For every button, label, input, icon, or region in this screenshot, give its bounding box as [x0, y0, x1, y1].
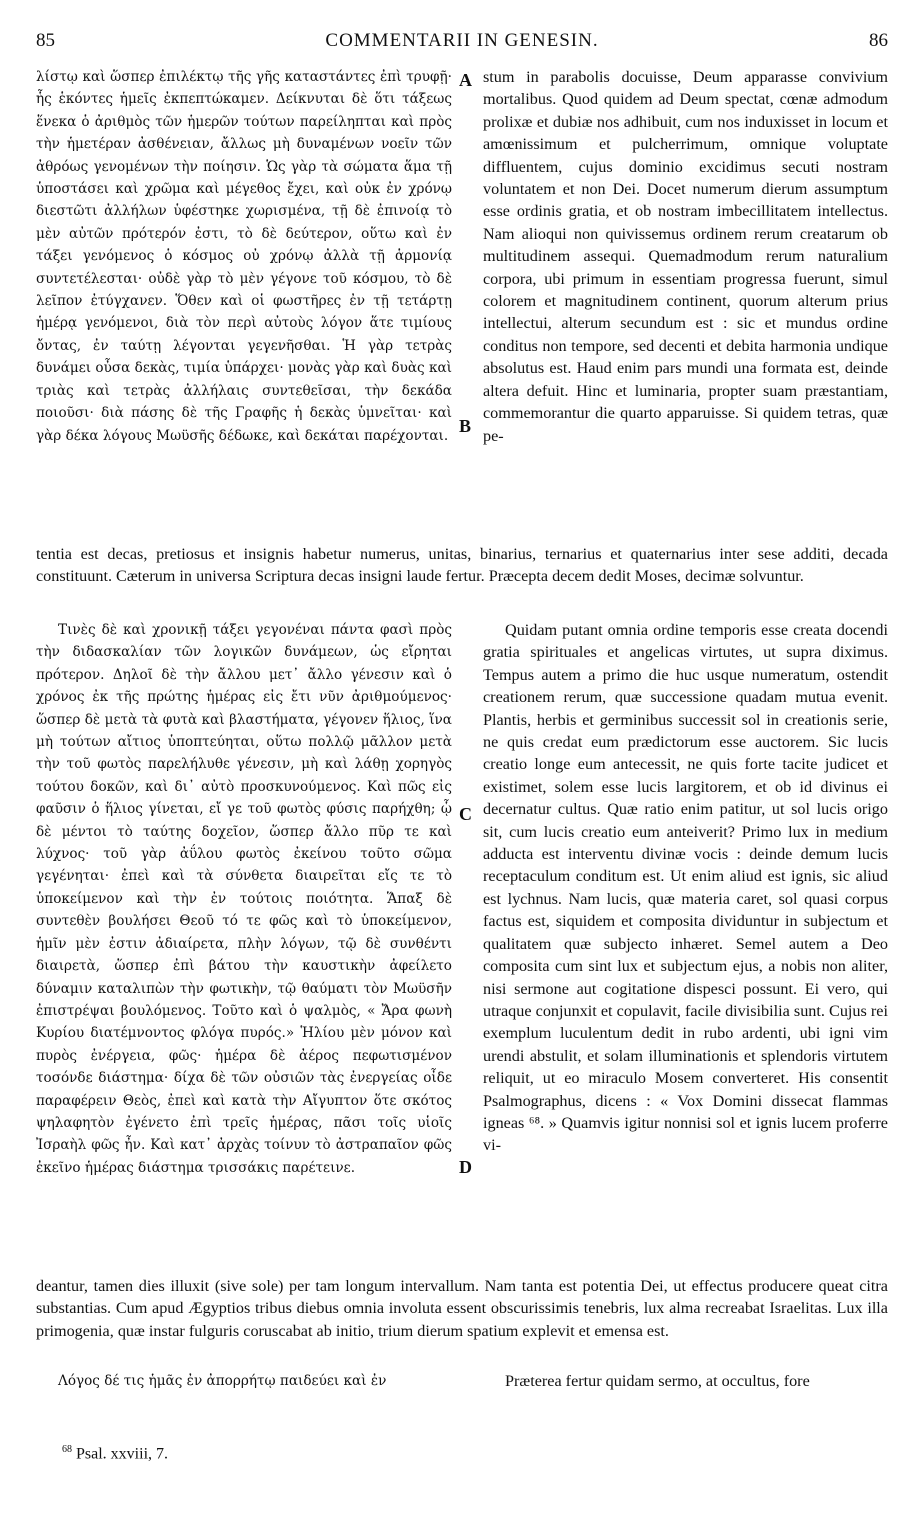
running-header	[36, 30, 888, 60]
latin-fullwidth-paragraph-1: tentia est decas, pretiosus et insignis habetur numerus, unitas, binarius, ternarius et quaternarius inter sese additi, decada constituunt. Cæterum in universa Scriptura decas insigni laude fertur. Præcepta decem dedit Moses, decimæ solvuntur.	[36, 545, 888, 586]
greek-column-2	[36, 619, 452, 1274]
latin-paragraph-2: Quidam putant omnia ordine temporis esse creata docendi gratia spirituales et angelicas virtutes, ut supra diximus. Tempus autem a primo die huc usque numeratum, ostendit creationem rerum, quæ successione quadam mutua evenit. Plantis, herbis et germinibus successit sol in creationis serie, ne quis credat eum prædictorum esse auctorem. Sic lucis creatio longe eum antecessit, ne quis forte tacite judicet et existimet, solem esse lucis largitorem, et ob id divinus ei decernatur cultus. Quæ ratio enim patitur, ut sol lucis origo sit, cum lucis creatio eum anteiverit? Primo lux in medium adducta est interventu divinæ vocis : deinde demum lucis receptaculum conditum est. Ut enim aliud est ignis, sic aliud est lychnus. Nam lucis, quæ materia caret, sol quasi corpus factus est, siquidem et composita dividuntur in subjectum et qualitatem quæ subjecto inhæret. Semel autem a Deo composita cum sint lux et subjectum ejus, a nobis non aliter, nisi sermone aut cogitatione dispesci possunt. Ei vero, qui utraque conjunxit et copulavit, facile divisibilia sunt. Cujus rei exemplum luculentum dedit in rubo ardenti, ubi igni vim urendi abstulit, et solam illuminationis et splendoris virtutem reliquit, ut eo miraculo Mosem converteret. His consentit Psalmographus, dicens : « Vox Domini dissecat flammas igneas ⁶⁸. » Quamvis igitur nonnisi sol et ignis lucem proferre vi-	[483, 621, 888, 1155]
running-title: COMMENTARII IN GENESIN.	[325, 30, 599, 51]
greek-paragraph-3: Λόγος δέ τις ἡμᾶς ἐν ἀπορρήτῳ παιδεύει καὶ ἐν	[58, 1373, 387, 1389]
latin-fullwidth-paragraph-2: deantur, tamen dies illuxit (sive sole) per tam longum intervallum. Nam tanta est potentia Dei, ut effectus producere queat citra substantias. Cum apud Ægyptios tribus diebus omnia involuta essent obscurissimis tenebris, lux alma recreabat Israelitas. Lux illa primogenia, quæ instar fulguris coruscabat ab initio, trium dierum spatium explevit et emensa est.	[36, 1277, 888, 1340]
greek-column-3	[36, 1370, 452, 1394]
greek-paragraph-2: Τινὲς δὲ καὶ χρονικῇ τάξει γεγονέναι πάντα φασὶ πρὸς τὴν διδασκαλίαν τῶν λογικῶν δυνάμεων, ὡς εἴρηται πρότερον. Δηλοῖ δὲ τὴν ἄλλου μετ᾽ ἄλλο γένεσιν καὶ ὁ χρόνος ἐκ τῆς πρώτης ἡμέρας εἰς ἔτι νῦν ἀριθμούμενος· ὥσπερ δὲ μετὰ τὰ φυτὰ καὶ βλαστήματα, γέγονεν ἥλιος, ἵνα μὴ τούτων αἴτιος ὑποπτεύηται, οὕτω πολλῷ μᾶλλον μετὰ τὴν τοῦ φωτὸς παρελήλυθε γένεσιν, μὴ καὶ λάθῃ χορηγὸς τούτου δοκῶν, καὶ δι᾽ αὐτὸ προσκυνούμενος. Καὶ πῶς εἰς φαῦσιν ὁ ἥλιος γίνεται, εἴ γε τοῦ φωτὸς φύσις παρήχθη; ᾧ δὲ μέντοι τὸ ταύτης δοχεῖον, ὥσπερ ἄλλο πῦρ τε καὶ λύχνος· τοῦ γὰρ ἀΰλου φωτὸς ἐκείνου τοῦτο σῶμα γεγένηται· ἐπεὶ καὶ τὰ σύνθετα διαιρεῖται εἴς τε τὸ ὑποκείμενον καὶ τὴν ἐν τούτοις ποιότητα. Ἅπαξ δὲ συντεθὲν βουλήσει Θεοῦ τό τε φῶς καὶ τὸ ὑποκείμενον, ἡμῖν μὲν ἐστιν ἀδιαίρετα, πλὴν λόγων, τῷ δὲ συνθέντι διαιρετὰ, ὥσπερ ἐπὶ βάτου τὴν καυστικὴν ἀφείλετο δύναμιν καταλιπὼν τὴν φωτικὴν, τῷ θαύματι τὸν Μωϋσῆν ἐπιστρέψαι βουλόμενος. Τοῦτο καὶ ὁ ψαλμὸς, « Ἄρα φωνὴ Κυρίου διατέμνοντος φλόγα πυρός.» Ἡλίου μὲν μόνον καὶ πυρὸς ἐνέργεια, φῶς· ἡμέρα δὲ ἀέρος πεφωτισμένον τοσόνδε διάστημα· δίχα δὲ τῶν οὐσιῶν τὰς ἐνεργείας οἶδε παραφέρειν Θεὸς, ἐπεὶ καὶ κατὰ τὴν Αἴγυπτον ὅτε σκότος ψηλαφητὸν ἐγένετο ἐπὶ τρεῖς ἡμέρας, πᾶσι τοῖς υἱοῖς Ἰσραὴλ φῶς ἦν. Καὶ κατ᾽ ἀρχὰς τοίνυν τὸ ἀστραπαῖον φῶς ἐκεῖνο ἡμέρας διάστημα τρισσάκις παρέτεινε.	[36, 622, 452, 1176]
margin-marker-a: A	[459, 70, 472, 90]
footnote-number: 68	[62, 1444, 72, 1455]
latin-fullwidth-1	[36, 543, 888, 613]
latin-column-1	[483, 66, 888, 542]
latin-paragraph-1: stum in parabolis docuisse, Deum apparasse convivium mortalibus. Quod quidem ad Deum spectat, cœnæ admodum prolixæ et dubiæ nos adhibuit, cum nos induxisset in locum et amœnissimum et pulcherrimum, omnique voluptate diffluentem, cujus dominio excidimus secuti nostram voluntatem et non Dei. Docet numerum dierum assumptum esse ordinis gratia, et ob nostram imbecillitatem intellectus. Nam alioqui non quivissemus ordinem rerum creatarum ob multitudinem assequi. Quemadmodum rerum naturalium corpora, ubi primum in essentiam progressa fuerunt, simul colorem et magnitudinem continent, quorum alterum prius intellectui, alterum secundum est : sic et mundus ordine conditus non tempore, sed decenti et debita harmonia undique absolutus est. Haud enim pars mundi una formata est, deinde altera defuit. Hinc et luminaria, propter suam præstantiam, commemorantur die quarto apparuisse. Si quidem tetras, quæ pe-	[483, 68, 888, 445]
footnote-text: Psal. xxviii, 7.	[76, 1445, 169, 1463]
page-number-right: 86	[869, 30, 888, 51]
greek-column-1	[36, 66, 452, 542]
footnote	[62, 1444, 168, 1463]
margin-marker-c: C	[459, 804, 472, 824]
page-number-left: 85	[36, 30, 55, 51]
latin-column-3	[483, 1370, 888, 1394]
greek-paragraph-1: λίστῳ καὶ ὥσπερ ἐπιλέκτῳ τῆς γῆς καταστάντες ἐπὶ τρυφῇ· ἧς ἑκόντες ἡμεῖς ἐκπεπτώκαμεν. Δείκνυται δὲ ὅτι τάξεως ἕνεκα ὁ ἀριθμὸς τῶν ἡμερῶν τούτων παρείληπται καὶ πρὸς τὴν ἡμετέραν ἀσθένειαν, ἄλλως μὴ δυναμένων νοεῖν τῶν ἀθρόως γενομένων τὴν ποίησιν. Ὡς γὰρ τὰ σώματα ἅμα τῇ ὑποστάσει καὶ χρῶμα καὶ μέγεθος ἔχει, καὶ οὐκ ἐν χρόνῳ διεστῶτι ἀλλήλων ὑφέστηκε χωρισμένα, τῇ δὲ ἐπινοίᾳ τὸ μὲν αὐτῶν πρότερόν ἐστι, τὸ δὲ δεύτερον, οὕτω καὶ ἐν τάξει γενόμενος ὁ κόσμος οὐ χρόνῳ ἀλλὰ τῇ ἁρμονίᾳ συντετέλεσται· οὐδὲ γὰρ τὸ μὲν γέγονε τοῦ κόσμου, τὸ δὲ λεῖπον ἐτύγχανεν. Ὅθεν καὶ οἱ φωστῆρες ἐν τῇ τετάρτῃ ἡμέρᾳ γενόμενοι, διὰ τὸν περὶ αὐτοὺς λόγον ἅτε τιμίους ὄντας, ἐν ταύτῃ λέγονται γεγενῆσθαι. Ἡ γὰρ τετρὰς δυνάμει οὖσα δεκὰς, τιμία ὑπάρχει· μονὰς γὰρ καὶ δυὰς καὶ τριὰς καὶ τετρὰς ἀλλήλαις συντεθεῖσαι, τὴν δεκάδα ποιοῦσι· διὰ πάσης δὲ τῆς Γραφῆς ἡ δεκὰς ὑμνεῖται· καὶ γὰρ δέκα λόγους Μωϋσῆς δέδωκε, καὶ δεκάται παρέχονται.	[36, 69, 452, 444]
latin-fullwidth-2	[36, 1275, 888, 1367]
latin-paragraph-3: Præterea fertur quidam sermo, at occultus, fore	[505, 1372, 810, 1390]
margin-marker-d: D	[459, 1157, 472, 1177]
latin-column-2	[483, 619, 888, 1274]
margin-marker-b: B	[459, 416, 472, 436]
